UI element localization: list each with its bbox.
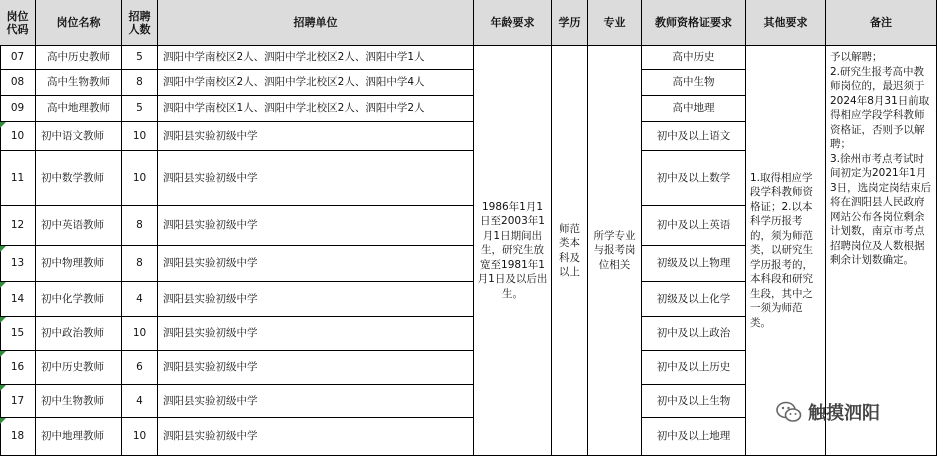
row-name: 初中政治教师 [36,317,122,351]
row-code: 14 [0,282,36,317]
row-count: 4 [122,385,158,418]
row-count: 10 [122,317,158,351]
watermark-text: 触摸泗阳 [808,403,880,424]
row-cert: 初中及以上生物 [642,385,746,418]
row-cert: 高中生物 [642,70,746,96]
header-major: 专业 [588,0,642,46]
row-cert: 高中历史 [642,46,746,70]
row-count: 10 [122,418,158,456]
row-code: 17 [0,385,36,418]
row-code: 13 [0,246,36,282]
row-unit: 泗阳中学南校区2人、泗阳中学北校区2人、泗阳中学1人 [158,46,474,70]
header-count: 招聘人数 [122,0,158,46]
row-name: 初中化学教师 [36,282,122,317]
row-name: 高中地理教师 [36,96,122,122]
row-unit: 泗阳县实验初级中学 [158,418,474,456]
row-code: 16 [0,351,36,385]
row-count: 6 [122,351,158,385]
row-code: 18 [0,418,36,456]
row-name: 初中语文教师 [36,122,122,151]
row-cert: 初级及以上化学 [642,282,746,317]
wechat-icon [776,401,802,423]
cell-marker [0,351,6,357]
row-unit: 泗阳县实验初级中学 [158,385,474,418]
cell-marker [0,122,6,128]
row-name: 初中历史教师 [36,351,122,385]
header-age: 年龄要求 [474,0,552,46]
row-unit: 泗阳中学南校区1人、泗阳中学北校区2人、泗阳中学2人 [158,96,474,122]
cell-marker [0,385,6,391]
row-name: 初中物理教师 [36,246,122,282]
row-unit: 泗阳县实验初级中学 [158,122,474,151]
row-count: 8 [122,246,158,282]
row-code: 12 [0,206,36,246]
row-cert: 初中及以上政治 [642,317,746,351]
row-code: 15 [0,317,36,351]
row-name: 初中英语教师 [36,206,122,246]
row-code: 10 [0,122,36,151]
cell-marker [0,282,6,288]
row-unit: 泗阳县实验初级中学 [158,317,474,351]
row-cert: 初中及以上英语 [642,206,746,246]
row-cert: 初中及以上语文 [642,122,746,151]
row-count: 10 [122,122,158,151]
row-name: 高中生物教师 [36,70,122,96]
row-code: 09 [0,96,36,122]
row-unit: 泗阳中学南校区2人、泗阳中学北校区2人、泗阳中学4人 [158,70,474,96]
row-count: 4 [122,282,158,317]
header-other: 其他要求 [746,0,826,46]
row-cert: 初中及以上历史 [642,351,746,385]
header-edu: 学历 [552,0,588,46]
row-cert: 初级及以上物理 [642,246,746,282]
wechat-watermark [776,397,880,427]
row-name: 初中地理教师 [36,418,122,456]
header-notes: 备注 [826,0,937,46]
row-cert: 高中地理 [642,96,746,122]
education-requirement: 师范类本科及以上 [552,46,588,456]
row-code: 11 [0,151,36,206]
row-code: 08 [0,70,36,96]
cell-marker [0,246,6,252]
notes: 予以解聘； 2.研究生报考高中教师岗位的，最迟须于2024年8月31日前取得相应学段学科教师资格证，否则予以解聘； 3.徐州市考点考试时间初定为2021年1月3日，选岗定岗结束后将在泗阳县人民政府网站公布各岗位剩余计划数，南京市考点招聘岗位及人数根据剩余计划数确定。 [826,46,937,456]
other-requirements: 1.取得相应学段学科教师资格证；2.以本科学历报考的，须为师范类，以研究生学历报考的，本科段和研究生段，其中之一须为师范类。 [746,46,826,456]
row-code: 07 [0,46,36,70]
row-cert: 初中及以上地理 [642,418,746,456]
major-requirement: 所学专业与报考岗位相关 [588,46,642,456]
row-cert: 初中及以上数学 [642,151,746,206]
row-count: 10 [122,151,158,206]
row-name: 初中生物教师 [36,385,122,418]
row-count: 5 [122,96,158,122]
header-name: 岗位名称 [36,0,122,46]
row-unit: 泗阳县实验初级中学 [158,351,474,385]
row-name: 初中数学教师 [36,151,122,206]
row-unit: 泗阳县实验初级中学 [158,282,474,317]
row-name: 高中历史教师 [36,46,122,70]
row-unit: 泗阳县实验初级中学 [158,246,474,282]
header-code: 岗位代码 [0,0,36,46]
row-unit: 泗阳县实验初级中学 [158,151,474,206]
row-count: 8 [122,70,158,96]
header-unit: 招聘单位 [158,0,474,46]
row-unit: 泗阳县实验初级中学 [158,206,474,246]
row-count: 5 [122,46,158,70]
cell-marker [0,418,6,424]
header-cert: 教师资格证要求 [642,0,746,46]
age-requirement: 1986年1月1日至2003年1月1日期间出生，研究生放宽至1981年1月1日及以后出生。 [474,46,552,456]
cell-marker [0,317,6,323]
row-count: 8 [122,206,158,246]
